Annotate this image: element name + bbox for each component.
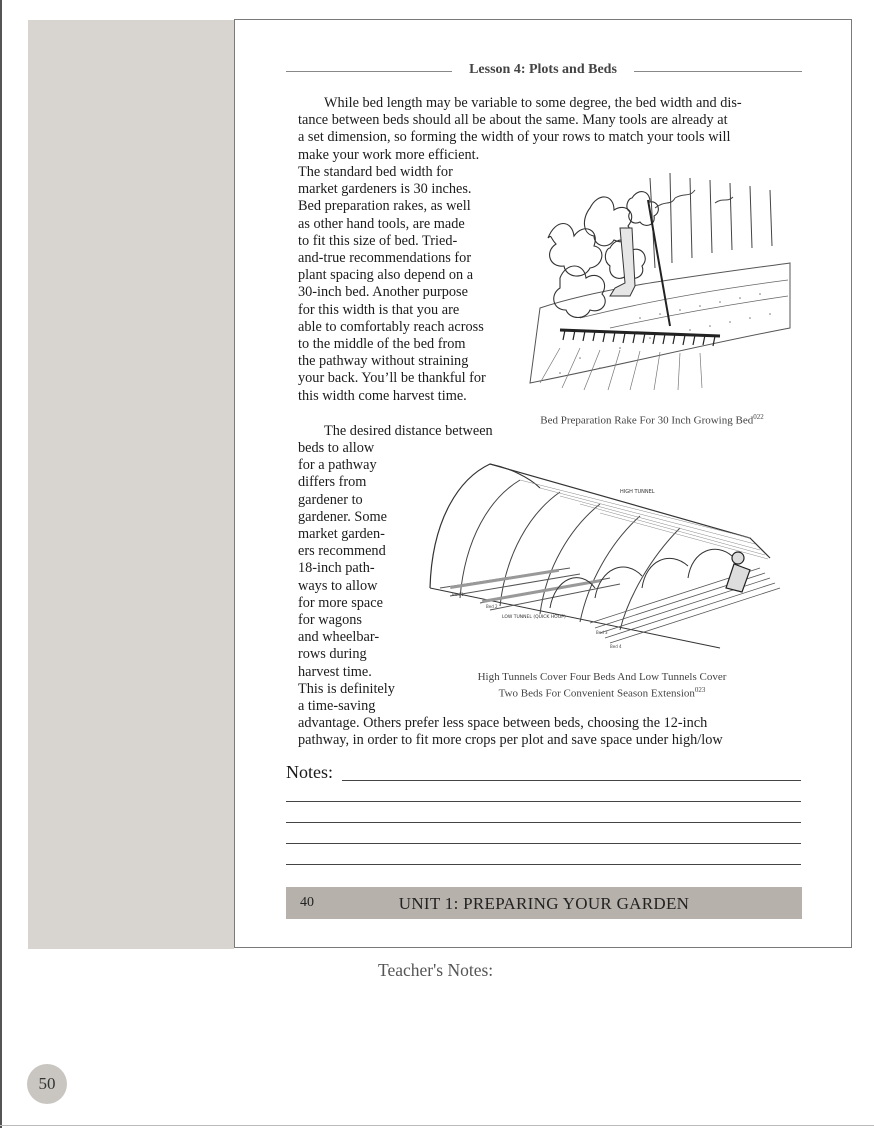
bottom-margin-rule: [0, 1125, 874, 1126]
text-line: able to comfortably reach across: [298, 318, 484, 335]
notes-writing-line[interactable]: [286, 801, 801, 802]
text-line: beds to allow: [298, 440, 375, 456]
rake-illustration: [520, 168, 792, 400]
lesson-header: [286, 62, 802, 80]
lesson-title: Lesson 4: Plots and Beds: [469, 62, 617, 77]
text-line: and wheelbar-: [298, 629, 380, 646]
high-tunnel-label: HIGH TUNNEL: [620, 489, 655, 495]
bed-1-label: Bed 1: [452, 592, 464, 597]
text-line: a time-saving: [298, 698, 376, 715]
text-line: advantage. Others prefer less space between beds, choosing the 12-inch: [298, 715, 708, 731]
text-line: make your work more efficient.: [298, 146, 480, 163]
rake-caption: [520, 411, 784, 428]
text-line: plant spacing also depend on a: [298, 267, 474, 284]
text-line: gardener to: [298, 491, 363, 508]
paragraph-3-narrow: [298, 440, 395, 715]
notes-label: Notes:: [286, 762, 333, 782]
tunnel-caption: [440, 671, 764, 701]
bed-2-label: Bed 2: [486, 604, 498, 609]
notes-writing-line[interactable]: [342, 780, 801, 781]
tunnel-reference: 023: [694, 686, 706, 694]
text-line: to fit this size of bed. Tried-: [298, 232, 458, 249]
text-line: this width come harvest time.: [298, 387, 467, 404]
text-line: 30-inch bed. Another purpose: [298, 284, 468, 301]
text-line: pathway, in order to fit more crops per plot and save space under high/low: [298, 732, 723, 749]
text-line: for more space: [298, 594, 383, 611]
inner-page-number: 40: [300, 895, 314, 910]
teacher-notes-label: Teacher's Notes:: [378, 960, 494, 980]
notes-writing-line[interactable]: [286, 822, 801, 823]
rake-caption-text: Bed Preparation Rake For 30 Inch Growing Bed: [540, 414, 754, 427]
text-line: tance between beds should all be about the same. Many tools are already at: [298, 112, 728, 129]
tunnel-caption-line1: High Tunnels Cover Four Beds And Low Tunnels Cover: [477, 671, 727, 683]
unit-title: UNIT 1: PREPARING YOUR GARDEN: [398, 894, 690, 913]
notes-writing-line[interactable]: [286, 843, 801, 844]
paragraph-3-wide: [298, 715, 723, 749]
text-line: gardener. Some: [298, 508, 387, 525]
rake-reference: 022: [753, 413, 764, 421]
text-line: differs from: [298, 474, 367, 491]
paragraph-3-first-line: The desired distance between: [324, 423, 493, 439]
text-line: for wagons: [298, 612, 362, 629]
tunnel-illustration: [420, 458, 792, 662]
text-line: market gardeners is 30 inches.: [298, 181, 472, 198]
outer-page-number: 50: [27, 1064, 67, 1104]
side-gray-band: [28, 20, 234, 949]
text-line: 18-inch path-: [298, 560, 375, 577]
left-margin-rule: [0, 0, 2, 1128]
bed-3-label: Bed 3: [596, 630, 608, 635]
text-line: the pathway without straining: [298, 353, 469, 370]
text-line: This is definitely: [298, 680, 395, 697]
text-line: a set dimension, so forming the width of your rows to match your tools will: [298, 129, 731, 146]
text-line: and-true recommendations for: [298, 250, 472, 267]
low-tunnel-label: LOW TUNNEL (QUICK HOOP): [502, 615, 566, 620]
text-line: as other hand tools, are made: [298, 215, 465, 232]
text-line: The standard bed width for: [298, 164, 453, 180]
header-rule-right: [634, 71, 802, 72]
text-line: your back. You’ll be thankful for: [298, 370, 486, 387]
tunnel-caption-line2: Two Beds For Convenient Season Extension: [498, 687, 695, 700]
bed-4-label: Bed 4: [610, 644, 622, 649]
text-line: While bed length may be variable to some degree, the bed width and dis-: [324, 95, 742, 111]
paragraph-2: [298, 164, 486, 405]
text-line: market garden-: [298, 526, 385, 543]
text-line: harvest time.: [298, 663, 372, 680]
header-rule-left: [286, 71, 452, 72]
paragraph-1: [298, 95, 742, 164]
text-line: for a pathway: [298, 457, 377, 474]
notes-writing-line[interactable]: [286, 864, 801, 865]
text-line: Bed preparation rakes, as well: [298, 198, 471, 215]
page-footer-bar: [286, 887, 802, 919]
text-line: ways to allow: [298, 577, 378, 594]
tunnel-caption-line2-row: [440, 684, 764, 701]
text-line: for this width is that you are: [298, 301, 460, 318]
text-line: rows during: [298, 646, 367, 663]
text-line: ers recommend: [298, 543, 386, 560]
text-line: to the middle of the bed from: [298, 336, 466, 353]
